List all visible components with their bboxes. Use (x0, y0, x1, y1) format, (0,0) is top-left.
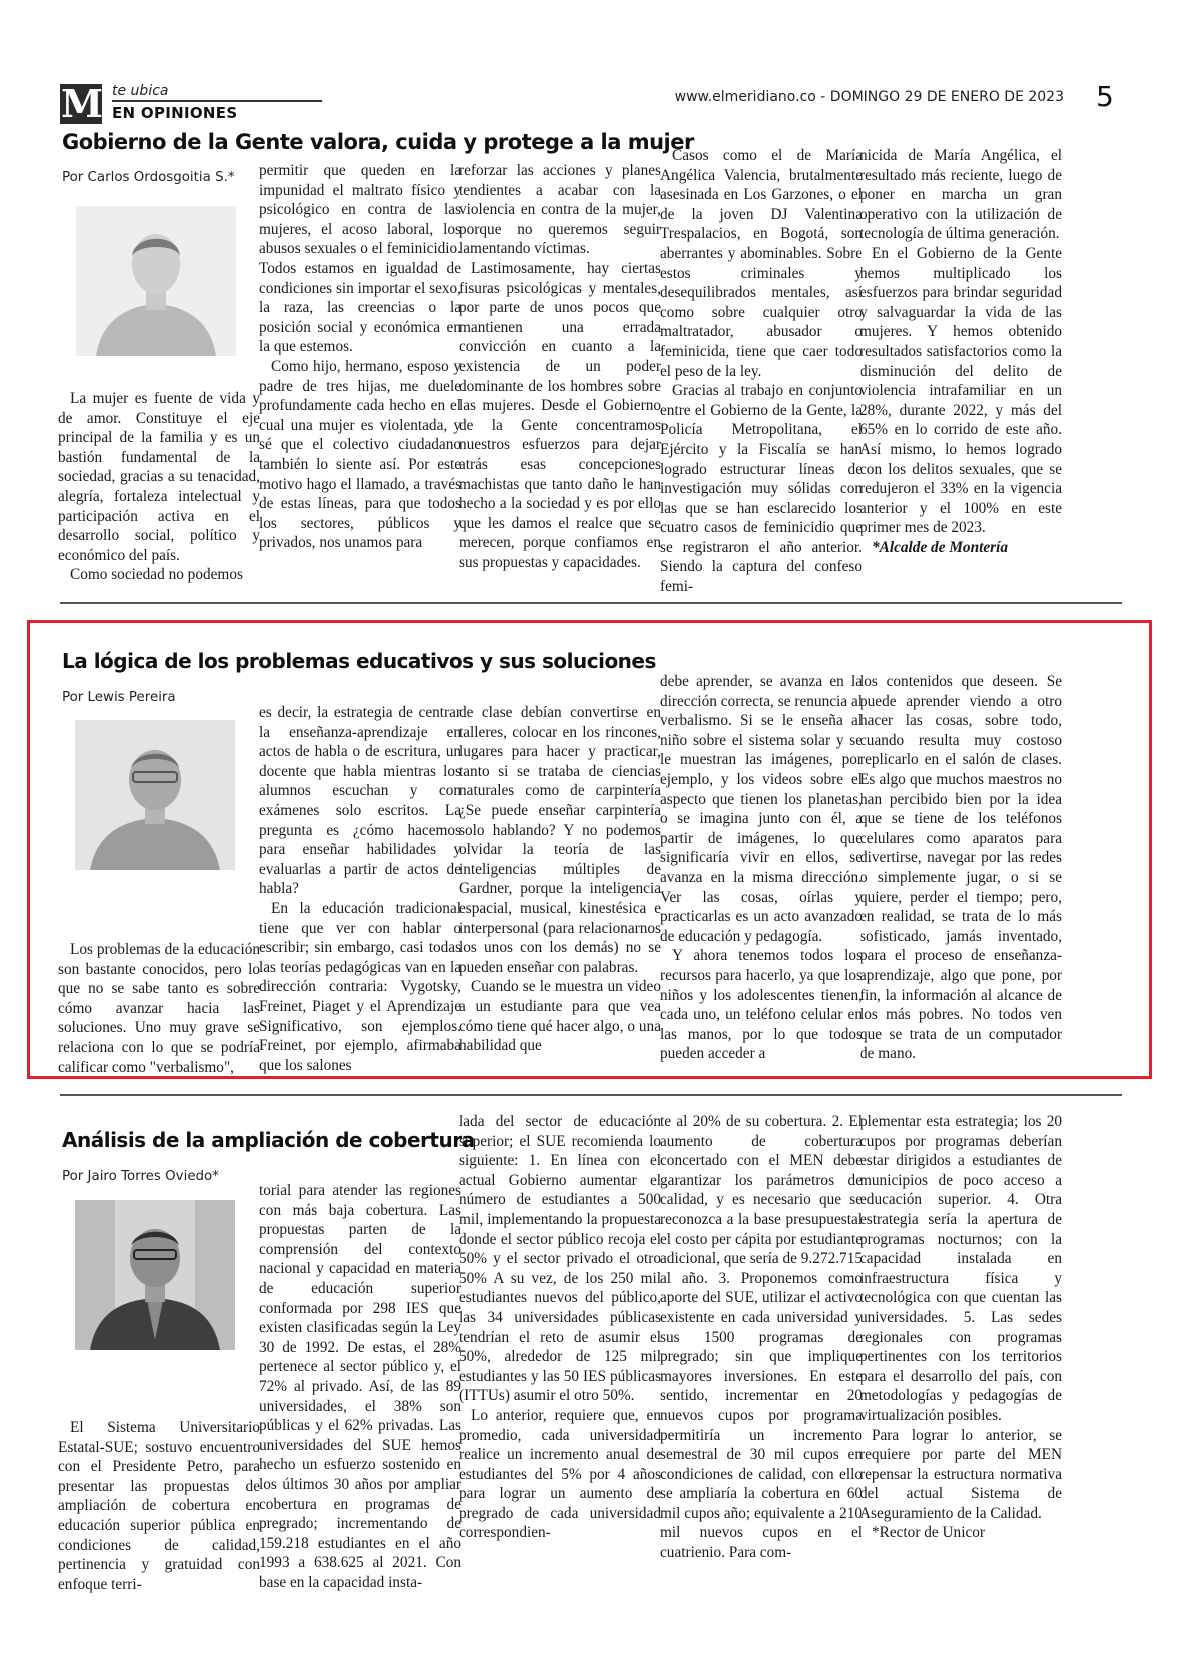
paragraph: Cuando se le muestra un video a un estudiante para que vea cómo tiene qué hacer algo, o una habilidad que (459, 978, 661, 1055)
section-divider (60, 1094, 1122, 1096)
article-3-title: Análisis de la ampliación de cobertura (62, 1128, 475, 1152)
paragraph: Casos como el de María Angélica Valencia, brutalmente asesinada en Los Garzones, o el de la joven DJ Valentina Trespalacios, en Bogotá, son aberrantes y abominables. Sobre estos criminales y desequilibrados mentales, así como sobre cualquier otro maltratador, abusador o feminicida, tiene que caer todo el peso de la ley. (660, 147, 862, 380)
author-photo-1-graphic (76, 206, 236, 356)
paragraph: te al 20% de su cobertura. 2. El aumento de cobertura concertado con el MEN debe garantizar los parámetros de calidad, y es necesario que se reconozca a la base presupuestal el costo per cápita por estudiante adicional, que sería de 9.272.715 al año. 3. Proponemos como aporte del SUE, utilizar el activo existente en cada universidad y sus 1500 programas de pregrado; sin que implique mayores inversiones. En este sentido, incrementar en 20 nuevos cupos por programa permitiría un incremento semestral de 30 mil cupos en condiciones de calidad, con ello se ampliaría la cobertura en 60 mil cupos año; equivalente a 210 mil nuevos cupos en el cuatrienio. Para com- (660, 1113, 862, 1562)
article-1-col-2 (259, 161, 461, 576)
article-3-signature: *Rector de Unicor (872, 1524, 985, 1542)
paragraph: Lastimosamente, hay ciertas fisuras psicológicas y mentales, por parte de unos pocos que mantienen una errada convicción en cuanto a la existencia de un poder dominante de los hombres sobre las mujeres. Desde el Gobierno de la Gente concentramos nuestros esfuerzos para dejar atrás esas concepciones machistas que tanto daño le han hecho a la sociedad y es por ello que les damos el realce que se merecen, porque confiamos en sus propuestas y capacidades. (459, 259, 661, 571)
article-2-byline: Por Lewis Pereira (62, 690, 176, 705)
paragraph: En la educación tradicional tiene que ver con hablar o escribir; sin embargo, casi todas las teorías pedagógicas van en la dirección contraria: Vygotsky, Freinet, Piaget y el Aprendizaje Significativo, son ejemplos. Freinet, por ejemplo, afirmaba que los salones (259, 899, 461, 1074)
site-and-date: www.elmeridiano.co - DOMINGO 29 DE ENERO DE 2023 (674, 89, 1064, 105)
paragraph: lada del sector de educación superior; el SUE recomienda lo siguiente: 1. En línea con el actual Gobierno aumentar el número de estudiantes a 500 mil, implementando la propuesta donde el sector público recoja el 50% y el sector privado el otro 50% A su vez, de los 250 mil estudiantes nuevos del público, las 34 universidades públicas tendrían el reto de asumir el 50%, alrededor de 125 mil estudiantes y las 50 IES públicas (ITTUs) asumir el otro 50%. (459, 1113, 661, 1405)
header-rule (112, 100, 322, 102)
paragraph: reforzar las acciones y planes tendientes a acabar con la violencia en contra de la mujer, porque no queremos seguir lamentando víctimas. (459, 162, 661, 258)
article-2-col-5 (860, 672, 1062, 1063)
article-1-title: Gobierno de la Gente valora, cuida y protege a la mujer (62, 130, 694, 154)
article-3-col-1 (58, 1418, 260, 1598)
article-3-col-5 (860, 1112, 1062, 1599)
author-photo-1 (76, 206, 236, 356)
paragraph: plementar esta estrategia; los 20 cupos por programas deberían estar dirigidos a estudiantes de municipios de poco acceso a educación superior. 4. Otra estrategia sería la apertura de programas nocturnos; con la capacidad instalada en infraestructura física y tecnológica con que cuentan las universidades. 5. Las sedes regionales con programas pertinentes con los territorios para el desarrollo del país, con metodologías y pedagogías de virtualización posibles. (860, 1113, 1062, 1424)
paragraph: Para lograr lo anterior, se requiere por parte del MEN repensar la estructura normativa del actual Sistema de Aseguramiento de la Calidad. (860, 1426, 1062, 1522)
article-2-col-1 (58, 940, 260, 1076)
article-1-signature: *Alcalde de Montería (872, 538, 1008, 556)
paragraph: Y ahora tenemos todos los recursos para hacerlo, ya que los niños y los adolescentes tienen, cada uno, un teléfono celular en las manos, por lo que todos pueden acceder a (660, 947, 862, 1063)
article-2-col-4 (660, 672, 862, 1063)
article-2-title: La lógica de los problemas educativos y sus soluciones (62, 649, 656, 673)
paragraph: En el Gobierno de la Gente hemos multiplicado los esfuerzos para brindar seguridad y salvaguardar la vida de las mujeres. Y hemos obtenido resultados satisfactorios como la disminución del delito de violencia intrafamiliar en un 28%, durante 2022, y más del 65% en lo corrido de este año. Así mismo, lo hemos logrado con los delitos sexuales, que se redujeron el 33% en la vigencia anterior y el 100% en este primer mes de 2023. (860, 244, 1062, 537)
author-photo-3 (75, 1200, 235, 1350)
header-tagline: te ubica (112, 83, 169, 99)
paragraph: Lo anterior, requiere que, en promedio, cada universidad realice un incremento anual de estudiantes del 5% por 4 años para lograr un aumento de pregrado de cada universidad correspondien- (459, 1406, 661, 1542)
paragraph: Los problemas de la educación son bastante conocidos, pero lo que no se sabe tanto es sobre cómo avanzar hacia las soluciones. Uno muy grave se relaciona con lo que se podría calificar como "verbalismo", (58, 941, 260, 1076)
paragraph: El Sistema Universitario Estatal-SUE; sostuvo encuentro con el Presidente Petro, para presentar las propuestas de ampliación de cobertura en educación superior pública en condiciones de calidad, pertinencia y gratuidad con enfoque terri- (58, 1419, 260, 1593)
author-photo-2-graphic (75, 720, 235, 870)
paragraph: Gracias al trabajo en conjunto entre el Gobierno de la Gente, la Policía Metropolitana, el Ejército y la Fiscalía se han logrado estructurar líneas de investigación muy sólidas con las que se han esclarecido los cuatro casos de feminicidio que se registraron el año anterior. Siendo la captura del confeso femi- (660, 382, 862, 596)
logo-m-icon: M (60, 81, 102, 126)
section-divider (60, 602, 1122, 604)
paragraph: debe aprender, se avanza en la dirección correcta, se renuncia al verbalismo. Si se le enseña al niño sobre el sistema solar y se le muestran las imágenes, por ejemplo, y los videos sobre el aspecto que tienen los planetas, o se imagina junto con él, a partir de imágenes, lo que significaría vivir en ellos, se avanza en la misma dirección. Ver las cosas, oírlas y practicarlas es un acto avanzado de educación y pedagogía. (660, 673, 862, 945)
article-1-col-4 (660, 146, 862, 596)
article-3-col-2 (259, 1181, 461, 1599)
paragraph: torial para atender las regiones con más baja cobertura. Las propuestas parten de la comprensión del contexto nacional y capacidad en materia de educación superior conformada por 298 IES que existen clasificadas según la Ley 30 de 1992. De estas, el 28% pertenece al sector público y, el 72% al privado. Así, de las 89 universidades, el 38% son públicas y el 62% privadas. Las universidades del SUE hemos hecho un esfuerzo sostenido en los últimos 30 años por ampliar cobertura en programas de pregrado; incrementando de 159.218 estudiantes en el año 1993 a 638.625 al 2021. Con base en la capacidad insta- (259, 1182, 461, 1591)
page-number: 5 (1096, 80, 1114, 113)
paragraph: los contenidos que deseen. Se puede aprender viendo a otro hacer las cosas, sobre todo, cuando resulta muy costoso replicarlo en el salón de clases. Es algo que muchos maestros no han percibido bien por la idea que se tiene de los teléfonos celulares como aparatos para divertirse, navegar por las redes o simplemente jugar, o si se quiere, perder el tiempo; pero, en realidad, se trata de lo más sofisticado, jamás inventado, para el proceso de enseñanza-aprendizaje, algo que pone, por fin, la información al alcance de los más pobres. No todos ven que se trata de un computador de mano. (860, 673, 1062, 1063)
author-photo-2 (75, 720, 235, 870)
paragraph: Como sociedad no podemos (70, 566, 243, 584)
section-title: EN OPINIONES (112, 104, 238, 122)
paragraph: nicida de María Angélica, el resultado más reciente, luego de poner en marcha un gran operativo con la utilización de tecnología de última generación. (860, 147, 1062, 243)
article-1-col-1 (58, 389, 260, 584)
article-1-byline: Por Carlos Ordosgoitia S.* (62, 170, 235, 185)
article-3-byline: Por Jairo Torres Oviedo* (62, 1169, 219, 1184)
article-3-col-4 (660, 1112, 862, 1599)
article-1-col-3 (459, 161, 661, 576)
article-1-col-5 (860, 146, 1062, 576)
paragraph: La mujer es fuente de vida y de amor. Constituye el eje principal de la familia y es un bastión fundamental de la sociedad, gracias a su tenacidad, alegría, fortaleza intelectual y participación activa en el desarrollo social, político y económico del país. (58, 390, 260, 564)
paragraph: Como hijo, hermano, esposo y padre de tres hijas, me duele profundamente cada hecho en el cual una mujer es violentada, y sé que el colectivo ciudadano también lo siente así. Por este motivo hago el llamado, a través de estas líneas, para que todos los sectores, públicos y privados, nos unamos para (259, 357, 461, 552)
article-3-col-3 (459, 1112, 661, 1599)
article-2-col-3 (459, 703, 661, 1056)
paragraph: es decir, la estrategia de centrar la enseñanza-aprendizaje en actos de habla o de escritura, un docente que habla mientras los alumnos escuchan y con exámenes solo escritos. La pregunta es ¿cómo hacemos para enseñar habilidades y evaluarlas a partir de actos de habla? (259, 704, 461, 898)
paragraph: permitir que queden en la impunidad el maltrato físico y psicológico en contra de las mujeres, el acoso laboral, los abusos sexuales o el feminicidio. Todos estamos en igualdad de condiciones sin importar el sexo, la raza, las creencias o la posición social y económica en la que estemos. (259, 162, 461, 356)
paragraph: de clase debían convertirse en talleres, colocar en los rincones, lugares para hacer y practicar, tanto si se trataba de ciencias naturales como de carpintería ¿Se puede enseñar carpintería solo hablando? Y no podemos olvidar la teoría de las inteligencias múltiples de Gardner, porque la inteligencia espacial, musical, kinestésica e interpersonal (para relacionarnos los unos con los demás) no se pueden enseñar con palabras. (459, 704, 661, 976)
article-2-col-2 (259, 703, 461, 1074)
author-photo-3-graphic (75, 1200, 235, 1350)
